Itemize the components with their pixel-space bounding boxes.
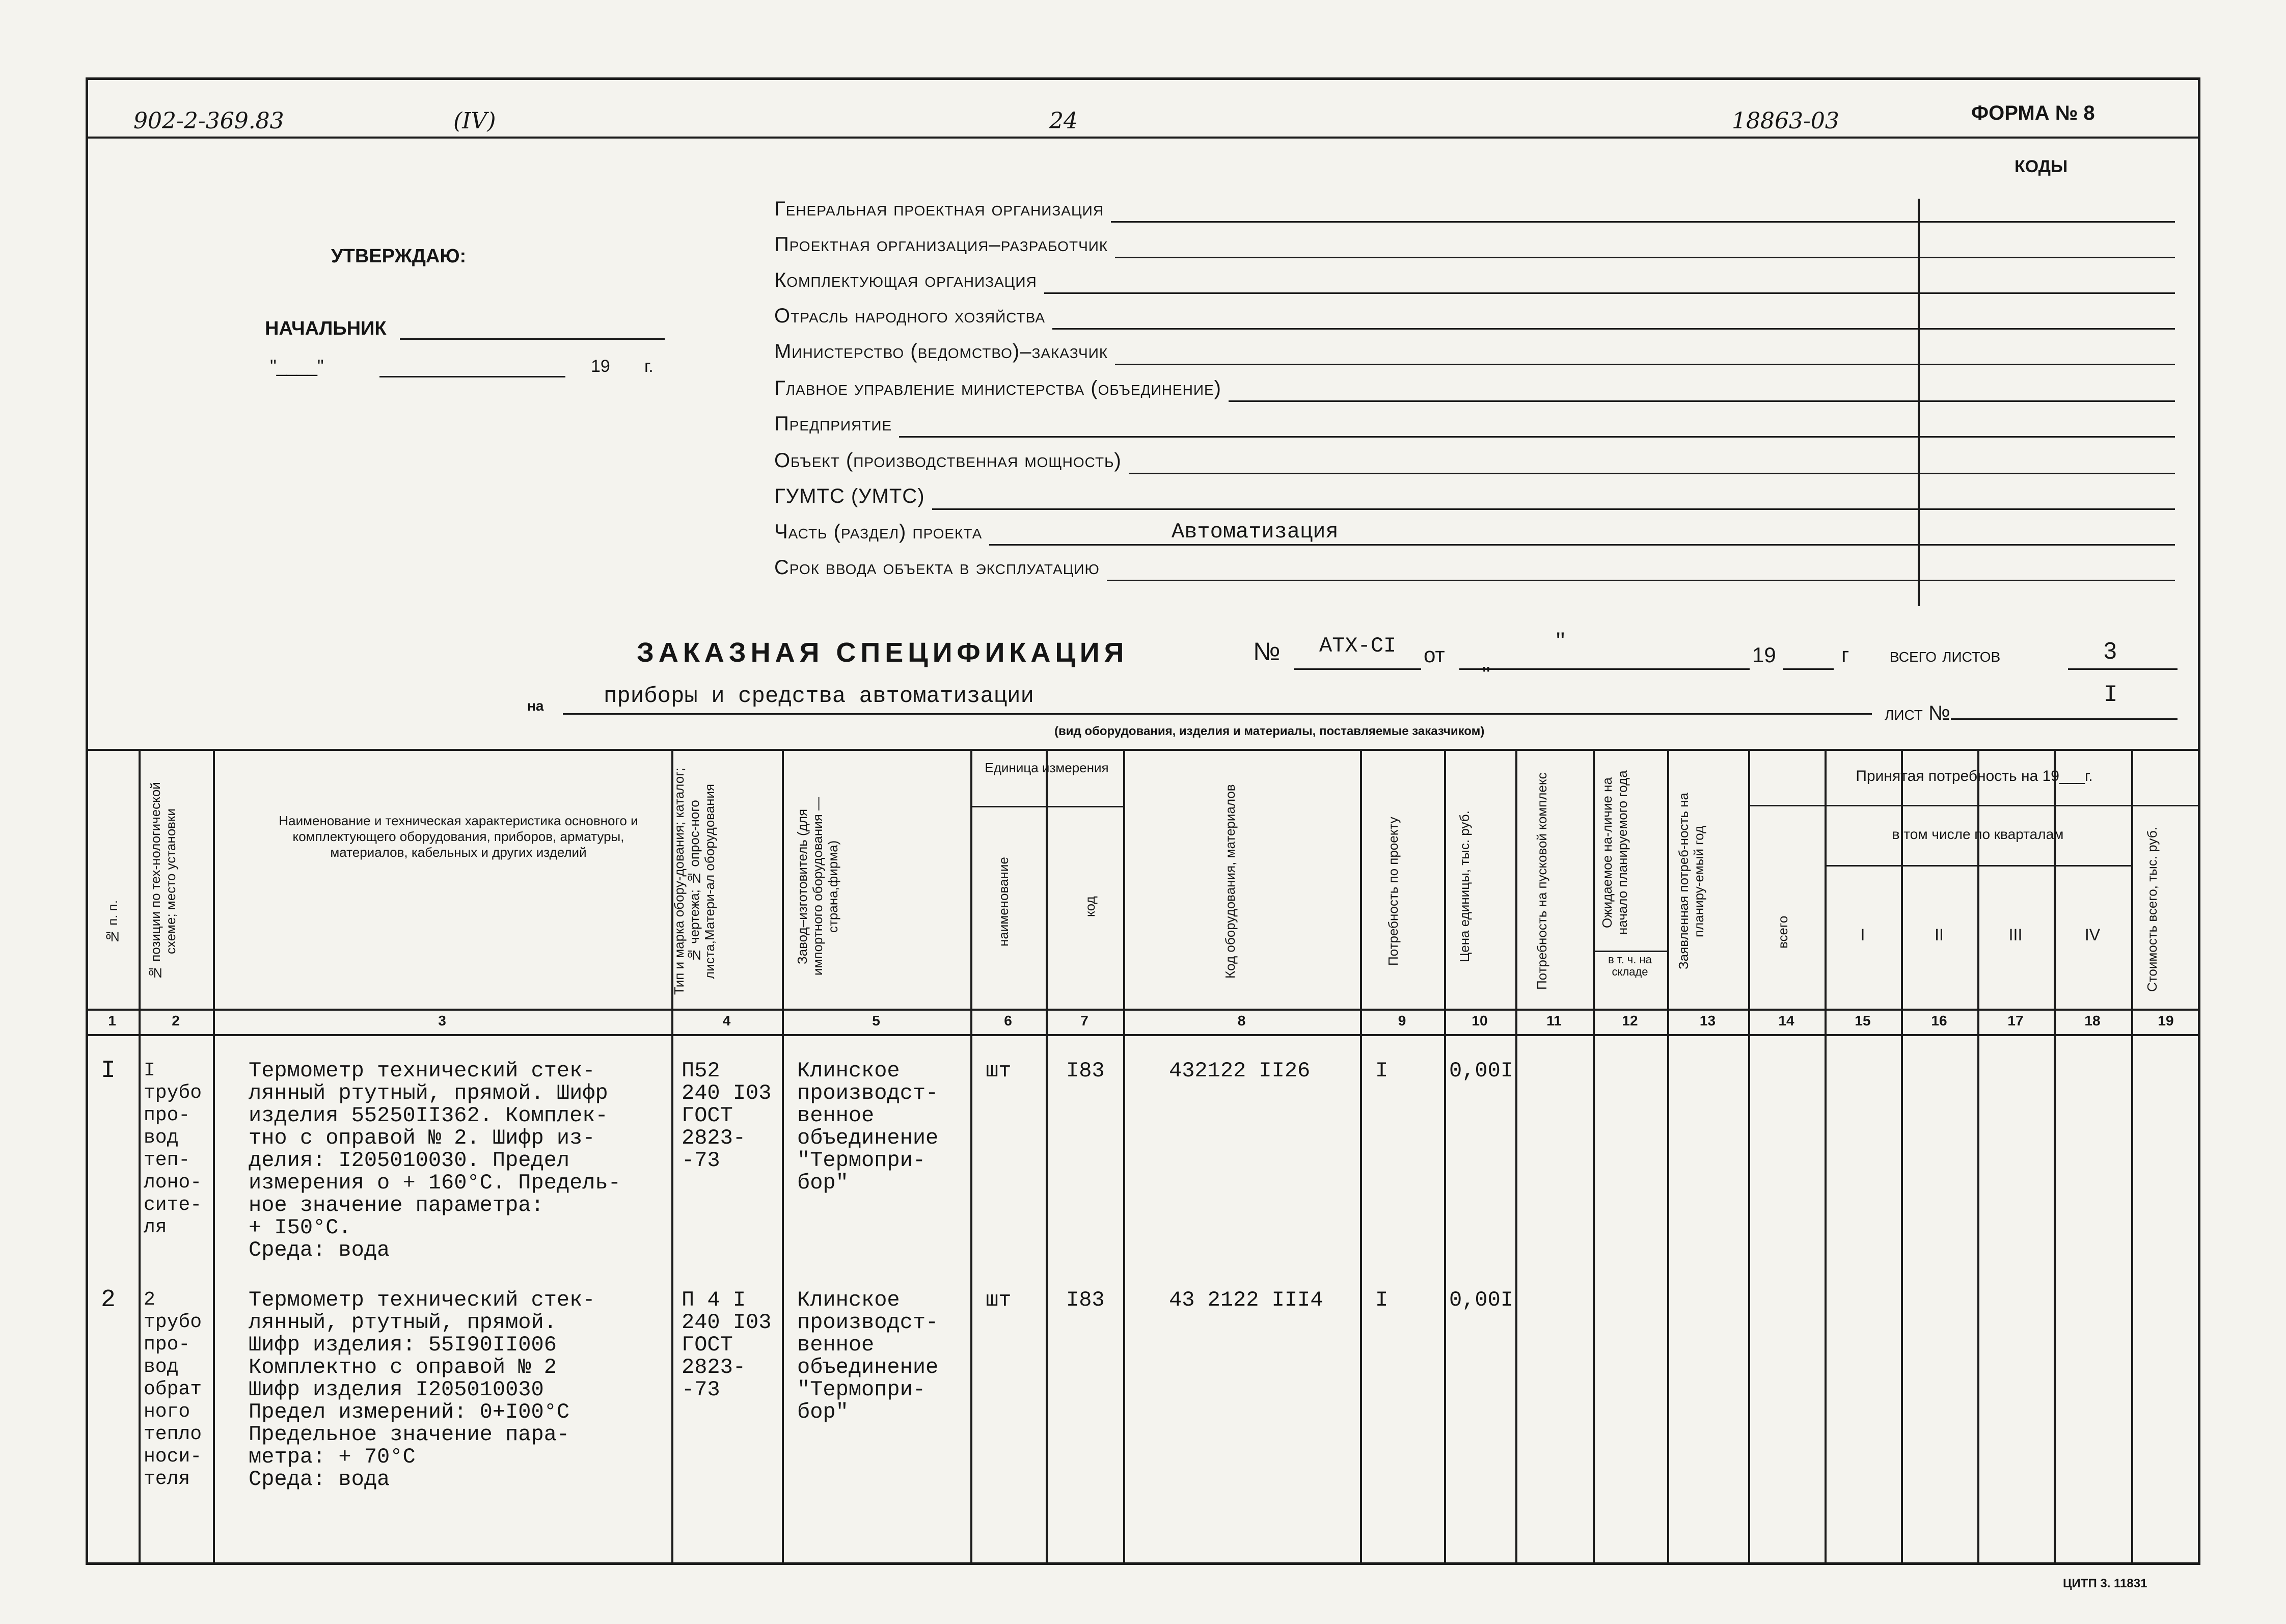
row-name: Термометр технический стек- лянный, ртутный, прямой. Шифр изделия: 55I90II006 Комплектно с оправой № 2 Шифр изделия I205010030 Предел измерений: 0+I00°С Предельное значение пара- метра: + 70°С Среда: вода [249, 1288, 595, 1492]
spec-title: ЗАКАЗНАЯ СПЕЦИФИКАЦИЯ [637, 637, 1129, 668]
field-label-6: Предприятие [774, 413, 892, 435]
spec-number-line [1294, 668, 1421, 670]
column-divider-10 [1515, 749, 1517, 1564]
column-number-11: 11 [1546, 1013, 1562, 1028]
column-divider-7 [1123, 749, 1125, 1564]
field-label-0: Генеральная проектная организация [774, 198, 1104, 220]
spec-subject: приборы и средства автоматизации [604, 684, 1034, 709]
column-divider-6 [1046, 749, 1048, 1564]
row-type: П52 240 I03 ГОСТ 2823- -73 [682, 1059, 772, 1173]
column-number-15: 15 [1855, 1013, 1871, 1028]
volume-number: (IV) [453, 108, 496, 134]
spec-number: АТХ-СI [1319, 634, 1397, 658]
col-13-header: Заявленная потреб-ность на планиру-емый год [1676, 793, 1706, 970]
field-label-8: ГУМТС (УМТС) [774, 485, 925, 507]
row-maker: Клинское производст- венное объединение "Термопри- бор" [797, 1288, 939, 1424]
spec-on-quote: " [1482, 662, 1490, 687]
table-top-line [86, 749, 2200, 751]
row-code: 43 2122 III4 [1169, 1288, 1323, 1312]
row-position: 2 трубо про- вод обрат ного тепло носи- теля [144, 1289, 202, 1490]
field-line-9 [989, 544, 2175, 546]
column-number-6: 6 [1004, 1013, 1012, 1028]
quarter-3-header: III [2008, 926, 2023, 944]
column-divider-12 [1667, 749, 1669, 1564]
row-need: I [1375, 1059, 1389, 1083]
field-line-5 [1229, 400, 2175, 402]
approval-year: 19 [591, 357, 610, 376]
column-number-16: 16 [1931, 1013, 1947, 1028]
header-bottom-line [86, 1009, 2200, 1011]
spec-year: 19 [1752, 643, 1776, 667]
quarters-subline [1825, 865, 2131, 867]
spec-on-line [563, 713, 1872, 715]
spec-date-quote: " [1556, 628, 1565, 655]
quarters-header: в том числе по кварталам [1892, 826, 2064, 842]
column-number-18: 18 [2084, 1013, 2101, 1028]
sheet-number-line [1951, 718, 2178, 720]
column-divider-18 [2131, 749, 2133, 1564]
column-divider-15 [1901, 749, 1903, 1564]
row-type: П 4 I 240 I03 ГОСТ 2823- -73 [682, 1288, 772, 1402]
field-value-9: Автоматизация [1172, 520, 1339, 544]
row-unit-code: I83 [1066, 1059, 1105, 1083]
column-number-13: 13 [1699, 1013, 1716, 1028]
field-line-4 [1115, 364, 2175, 365]
codes-label: КОДЫ [2015, 157, 2068, 176]
column-number-17: 17 [2007, 1013, 2024, 1028]
spec-caption: (вид оборудования, изделия и материалы, поставляемые заказчиком) [1054, 724, 1485, 738]
row-price: 0,00I [1449, 1059, 1514, 1083]
row-unit: шт [986, 1288, 1012, 1312]
date-quote: "____" [270, 356, 324, 376]
col-4-header: Тип и марка обору-дования; каталог; № чертежа; № опрос-ного листа,Матери-ал оборудования [671, 768, 717, 995]
accepted-subline [1748, 805, 2200, 806]
col-8-header: Код оборудования, материалов [1222, 784, 1238, 979]
approval-year-suffix: г. [644, 357, 654, 376]
col-1-header: № п. п. [105, 900, 120, 944]
chief-line [400, 338, 665, 340]
sheet-number-value: I [2104, 682, 2118, 708]
chief-label: НАЧАЛЬНИК [265, 318, 387, 339]
row-code: 432122 II26 [1169, 1059, 1311, 1083]
column-number-7: 7 [1080, 1013, 1088, 1028]
col-7-header: код [1082, 896, 1098, 917]
column-number-1: 1 [108, 1013, 116, 1028]
column-number-8: 8 [1237, 1013, 1246, 1028]
row-need: I [1375, 1288, 1389, 1312]
field-line-1 [1115, 257, 2175, 258]
form-number: ФОРМА № 8 [1971, 102, 2095, 124]
archive-number: 18863-03 [1732, 108, 1839, 134]
col-12-header: Ожидаемое на-личие на начало планируемого года [1599, 770, 1630, 935]
field-line-2 [1044, 292, 2175, 294]
column-divider-2 [213, 749, 215, 1564]
stock-subline [1593, 951, 1667, 952]
row-maker: Клинское производст- венное объединение "Термопри- бор" [797, 1059, 939, 1195]
field-line-0 [1111, 221, 2175, 223]
field-line-6 [899, 436, 2175, 438]
row-unit-code: I83 [1066, 1288, 1105, 1312]
field-label-5: Главное управление министерства (объединение) [774, 377, 1221, 399]
doc-code: 902-2-369.83 [133, 108, 284, 134]
sheets-total-value: 3 [2104, 637, 2117, 664]
row-number: I [101, 1057, 116, 1085]
col-6-7-header: Единица измерения [985, 760, 1109, 775]
col-10-header: Цена единицы, тыс. руб. [1457, 810, 1472, 962]
page-number: 24 [1049, 108, 1078, 134]
column-divider-17 [2054, 749, 2056, 1564]
column-number-10: 10 [1472, 1013, 1488, 1028]
column-divider-5 [970, 749, 972, 1564]
column-number-3: 3 [438, 1013, 446, 1028]
field-line-8 [932, 508, 2175, 510]
field-label-1: Проектная организация–разработчик [774, 233, 1108, 256]
spec-year-suffix: г [1841, 643, 1849, 667]
spec-from-label: от [1424, 643, 1445, 667]
column-divider-8 [1360, 749, 1362, 1564]
col-9-header: Потребность по проекту [1385, 817, 1401, 966]
quarter-4-header: IV [2084, 926, 2101, 944]
sheets-total-label: всего листов [1890, 644, 2001, 666]
col-6-header: наименование [996, 857, 1011, 946]
column-number-9: 9 [1398, 1013, 1406, 1028]
top-divider [86, 137, 2200, 139]
quarter-2-header: II [1935, 926, 1944, 944]
column-divider-9 [1444, 749, 1446, 1564]
field-label-4: Министерство (ведомство)–заказчик [774, 340, 1108, 363]
column-divider-13 [1748, 749, 1750, 1564]
field-label-9: Часть (раздел) проекта [774, 521, 983, 543]
col-19-header: Стоимость всего, тыс. руб. [2144, 827, 2160, 992]
column-number-19: 19 [2158, 1013, 2174, 1028]
field-line-7 [1129, 473, 2175, 474]
column-divider-11 [1593, 749, 1595, 1564]
row-unit: шт [986, 1059, 1012, 1083]
column-number-5: 5 [872, 1013, 880, 1028]
spec-date-line [1459, 668, 1750, 670]
approve-label: УТВЕРЖДАЮ: [331, 246, 467, 267]
spec-year-line [1783, 668, 1834, 670]
quarter-1-header: I [1860, 926, 1865, 944]
column-number-2: 2 [172, 1013, 180, 1028]
col-5-header: Завод–изготовитель (для импортного оборудования —страна,фирма) [795, 797, 840, 976]
row-number: 2 [101, 1286, 116, 1314]
unit-subline [970, 806, 1123, 807]
col-14-header: всего [1775, 915, 1790, 949]
column-divider-16 [1977, 749, 1979, 1564]
column-divider-14 [1825, 749, 1827, 1564]
row-name: Термометр технический стек- лянный ртутный, прямой. Шифр изделия 55250II362. Комплек- тно с оправой № 2. Шифр из- делия: I205010030. Предел измерения о + 160°С. Предель- ное значение параметра: + I50°С. Среда: вода [249, 1059, 621, 1262]
col-11-header: Потребность на пусковой комплекс [1534, 772, 1549, 990]
col-3-header: Наименование и техническая характеристика основного и комплектующего оборудования, приборов, арматуры, материалов, кабельных и других изделий [279, 813, 638, 860]
accepted-header: Принятая потребность на 19___г. [1856, 768, 2093, 784]
field-label-10: Срок ввода объекта в эксплуатацию [774, 556, 1100, 579]
column-number-12: 12 [1622, 1013, 1638, 1028]
field-label-3: Отрасль народного хозяйства [774, 305, 1046, 327]
row-price: 0,00I [1449, 1288, 1514, 1312]
field-label-7: Объект (производственная мощность) [774, 449, 1122, 472]
field-line-10 [1107, 580, 2175, 581]
column-divider-1 [139, 749, 141, 1564]
field-line-3 [1052, 328, 2175, 330]
column-number-14: 14 [1778, 1013, 1794, 1028]
numbers-bottom-line [86, 1034, 2200, 1036]
spec-on-label: на [527, 698, 544, 714]
column-number-4: 4 [722, 1013, 731, 1028]
spec-number-label: № [1253, 637, 1281, 666]
sheets-total-line [2068, 668, 2178, 670]
field-label-2: Комплектующая организация [774, 269, 1037, 291]
sheet-number-label: лист № [1885, 702, 1950, 724]
row-position: I трубо про- вод теп- лоно- сите- ля [144, 1060, 202, 1238]
col-12b-header: в т. ч. на складе [1608, 953, 1652, 978]
footer-stamp: ЦИТП 3. 11831 [2063, 1577, 2147, 1590]
date-line [379, 376, 565, 377]
col-2-header: № позиции по тех-нологической схеме; место установки [148, 782, 178, 981]
